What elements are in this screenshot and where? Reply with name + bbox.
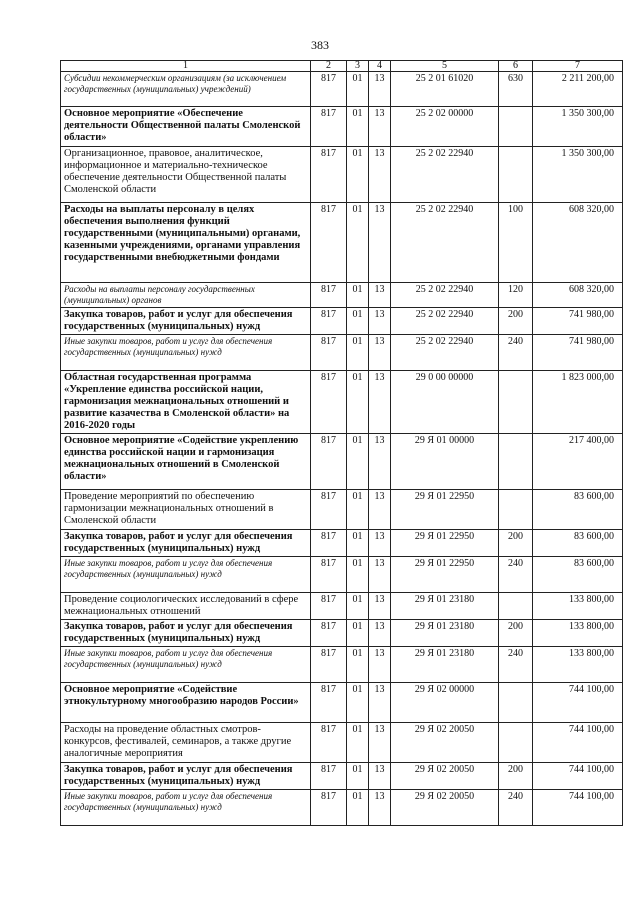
row-col5: 25 2 02 22940 — [391, 335, 499, 371]
row-col6: 630 — [499, 72, 533, 107]
row-col3: 01 — [347, 557, 369, 593]
row-col5: 29 Я 02 20050 — [391, 723, 499, 763]
row-col6: 200 — [499, 530, 533, 557]
row-col7: 1 823 000,00 — [533, 371, 623, 434]
row-col2: 817 — [311, 335, 347, 371]
column-header: 3 — [347, 61, 369, 72]
row-col6 — [499, 723, 533, 763]
row-name: Закупка товаров, работ и услуг для обеспечения государственных (муниципальных) нужд — [61, 620, 311, 647]
row-col5: 29 Я 02 00000 — [391, 683, 499, 723]
row-col6 — [499, 490, 533, 530]
row-name: Иные закупки товаров, работ и услуг для обеспечения государственных (муниципальных) нужд — [61, 790, 311, 826]
row-col6: 200 — [499, 308, 533, 335]
row-col3: 01 — [347, 790, 369, 826]
row-col2: 817 — [311, 283, 347, 308]
row-col6: 100 — [499, 203, 533, 283]
row-col2: 817 — [311, 557, 347, 593]
row-col7: 744 100,00 — [533, 790, 623, 826]
table-row — [61, 335, 623, 371]
row-col7: 608 320,00 — [533, 203, 623, 283]
row-col2: 817 — [311, 593, 347, 620]
row-col6: 240 — [499, 790, 533, 826]
row-col3: 01 — [347, 490, 369, 530]
row-col7: 1 350 300,00 — [533, 147, 623, 203]
row-col7: 133 800,00 — [533, 647, 623, 683]
row-col5: 29 Я 02 20050 — [391, 763, 499, 790]
row-col5: 29 Я 01 23180 — [391, 620, 499, 647]
row-name: Иные закупки товаров, работ и услуг для обеспечения государственных (муниципальных) нужд — [61, 647, 311, 683]
row-col5: 29 Я 01 22950 — [391, 490, 499, 530]
row-col3: 01 — [347, 147, 369, 203]
row-col4: 13 — [369, 723, 391, 763]
row-name: Расходы на выплаты персоналу в целях обеспечения выполнения функций государственными (муниципальными) органами, казенными учреждениями, органами управления государственными внебюджетными фондами — [61, 203, 311, 283]
row-col4: 13 — [369, 647, 391, 683]
row-name: Организационное, правовое, аналитическое, информационное и материально-техническое обеспечение деятельности Общественной палаты Смоленской области — [61, 147, 311, 203]
row-col3: 01 — [347, 203, 369, 283]
row-col6 — [499, 593, 533, 620]
row-col2: 817 — [311, 763, 347, 790]
row-col4: 13 — [369, 283, 391, 308]
row-col6: 240 — [499, 647, 533, 683]
row-col7: 83 600,00 — [533, 490, 623, 530]
budget-table — [60, 60, 623, 826]
row-col5: 29 0 00 00000 — [391, 371, 499, 434]
table-row — [61, 683, 623, 723]
row-col4: 13 — [369, 557, 391, 593]
table-row — [61, 723, 623, 763]
table-row — [61, 371, 623, 434]
column-header: 2 — [311, 61, 347, 72]
row-col2: 817 — [311, 647, 347, 683]
column-header: 6 — [499, 61, 533, 72]
row-col5: 25 2 02 00000 — [391, 107, 499, 147]
row-col7: 744 100,00 — [533, 763, 623, 790]
table-row — [61, 763, 623, 790]
row-name: Иные закупки товаров, работ и услуг для обеспечения государственных (муниципальных) нужд — [61, 557, 311, 593]
row-col3: 01 — [347, 763, 369, 790]
row-col2: 817 — [311, 147, 347, 203]
row-col3: 01 — [347, 335, 369, 371]
column-header: 4 — [369, 61, 391, 72]
row-col6 — [499, 147, 533, 203]
row-name: Закупка товаров, работ и услуг для обеспечения государственных (муниципальных) нужд — [61, 763, 311, 790]
column-header: 5 — [391, 61, 499, 72]
row-col4: 13 — [369, 763, 391, 790]
table-row — [61, 283, 623, 308]
row-col2: 817 — [311, 683, 347, 723]
row-col7: 741 980,00 — [533, 335, 623, 371]
row-col6 — [499, 683, 533, 723]
table-row — [61, 620, 623, 647]
row-col2: 817 — [311, 371, 347, 434]
row-name: Закупка товаров, работ и услуг для обеспечения государственных (муниципальных) нужд — [61, 530, 311, 557]
row-col5: 25 2 02 22940 — [391, 283, 499, 308]
row-col6 — [499, 371, 533, 434]
row-col5: 29 Я 01 22950 — [391, 557, 499, 593]
row-col4: 13 — [369, 490, 391, 530]
row-col5: 29 Я 01 22950 — [391, 530, 499, 557]
row-col5: 25 2 02 22940 — [391, 203, 499, 283]
row-col5: 25 2 02 22940 — [391, 147, 499, 203]
row-col6 — [499, 107, 533, 147]
table-row — [61, 147, 623, 203]
table-row — [61, 557, 623, 593]
row-col2: 817 — [311, 72, 347, 107]
table-row — [61, 107, 623, 147]
row-col3: 01 — [347, 371, 369, 434]
row-col5: 29 Я 01 23180 — [391, 593, 499, 620]
row-col7: 608 320,00 — [533, 283, 623, 308]
column-header: 1 — [61, 61, 311, 72]
table-row — [61, 434, 623, 490]
row-name: Расходы на выплаты персоналу государственных (муниципальных) органов — [61, 283, 311, 308]
row-name: Расходы на проведение областных смотров-конкурсов, фестивалей, семинаров, а также другие аналогичные мероприятия — [61, 723, 311, 763]
row-col6: 120 — [499, 283, 533, 308]
row-col7: 133 800,00 — [533, 620, 623, 647]
row-col4: 13 — [369, 683, 391, 723]
row-col4: 13 — [369, 335, 391, 371]
row-col4: 13 — [369, 620, 391, 647]
row-name: Областная государственная программа «Укрепление единства российской нации, гармонизация межнациональных отношений и развитие казачества в Смоленской области» на 2016-2020 годы — [61, 371, 311, 434]
row-col5: 29 Я 01 23180 — [391, 647, 499, 683]
row-col7: 83 600,00 — [533, 557, 623, 593]
row-col7: 133 800,00 — [533, 593, 623, 620]
row-name: Основное мероприятие «Обеспечение деятельности Общественной палаты Смоленской области» — [61, 107, 311, 147]
row-col2: 817 — [311, 530, 347, 557]
table-row — [61, 72, 623, 107]
table-row — [61, 647, 623, 683]
row-col2: 817 — [311, 203, 347, 283]
row-name: Проведение мероприятий по обеспечению гармонизации межнациональных отношений в Смоленской области — [61, 490, 311, 530]
row-col7: 2 211 200,00 — [533, 72, 623, 107]
row-col6: 200 — [499, 763, 533, 790]
row-name: Субсидии некоммерческим организациям (за исключением государственных (муниципальных) учреждений) — [61, 72, 311, 107]
row-col2: 817 — [311, 308, 347, 335]
row-col4: 13 — [369, 434, 391, 490]
row-col2: 817 — [311, 490, 347, 530]
row-col7: 741 980,00 — [533, 308, 623, 335]
row-col6: 240 — [499, 335, 533, 371]
page-number: 383 — [311, 38, 329, 52]
row-col3: 01 — [347, 530, 369, 557]
row-name: Иные закупки товаров, работ и услуг для обеспечения государственных (муниципальных) нужд — [61, 335, 311, 371]
row-col4: 13 — [369, 147, 391, 203]
row-col7: 744 100,00 — [533, 723, 623, 763]
row-col6 — [499, 434, 533, 490]
row-name: Закупка товаров, работ и услуг для обеспечения государственных (муниципальных) нужд — [61, 308, 311, 335]
table-row — [61, 790, 623, 826]
table-row — [61, 490, 623, 530]
column-header: 7 — [533, 61, 623, 72]
row-col2: 817 — [311, 790, 347, 826]
row-col2: 817 — [311, 723, 347, 763]
row-col3: 01 — [347, 620, 369, 647]
table-row — [61, 203, 623, 283]
table-row — [61, 593, 623, 620]
row-col3: 01 — [347, 434, 369, 490]
row-col7: 83 600,00 — [533, 530, 623, 557]
row-col3: 01 — [347, 107, 369, 147]
row-name: Проведение социологических исследований в сфере межнациональных отношений — [61, 593, 311, 620]
row-col4: 13 — [369, 72, 391, 107]
row-col3: 01 — [347, 283, 369, 308]
row-col6: 200 — [499, 620, 533, 647]
row-col4: 13 — [369, 790, 391, 826]
table-row — [61, 308, 623, 335]
row-col5: 25 2 02 22940 — [391, 308, 499, 335]
row-name: Основное мероприятие «Содействие этнокультурному многообразию народов России» — [61, 683, 311, 723]
row-col3: 01 — [347, 72, 369, 107]
row-col3: 01 — [347, 593, 369, 620]
row-name: Основное мероприятие «Содействие укреплению единства российской нации и гармонизация межнациональных отношений в Смоленской области» — [61, 434, 311, 490]
row-col2: 817 — [311, 434, 347, 490]
row-col4: 13 — [369, 203, 391, 283]
row-col4: 13 — [369, 593, 391, 620]
row-col2: 817 — [311, 620, 347, 647]
row-col5: 25 2 01 61020 — [391, 72, 499, 107]
row-col7: 1 350 300,00 — [533, 107, 623, 147]
row-col5: 29 Я 02 20050 — [391, 790, 499, 826]
row-col5: 29 Я 01 00000 — [391, 434, 499, 490]
row-col7: 744 100,00 — [533, 683, 623, 723]
row-col6: 240 — [499, 557, 533, 593]
row-col3: 01 — [347, 647, 369, 683]
row-col7: 217 400,00 — [533, 434, 623, 490]
table-header-row — [61, 61, 623, 72]
row-col3: 01 — [347, 683, 369, 723]
row-col3: 01 — [347, 723, 369, 763]
row-col4: 13 — [369, 530, 391, 557]
table-row — [61, 530, 623, 557]
row-col4: 13 — [369, 371, 391, 434]
row-col4: 13 — [369, 107, 391, 147]
row-col2: 817 — [311, 107, 347, 147]
row-col3: 01 — [347, 308, 369, 335]
row-col4: 13 — [369, 308, 391, 335]
